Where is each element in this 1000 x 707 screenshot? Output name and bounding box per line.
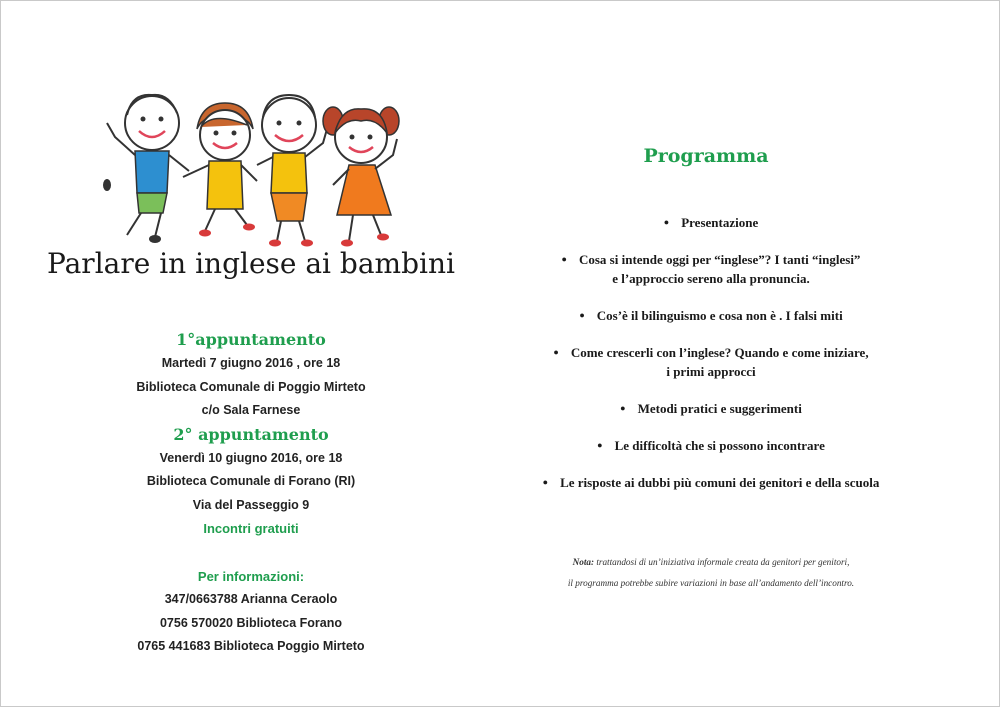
program-item-text: Cos’è il bilinguismo e cosa non è . I falsi miti [596,308,843,323]
program-item-line [501,269,921,288]
first-appointment-venue: c/o Sala Farnese [201,403,301,417]
program-item-text: Cosa si intende oggi per “inglese”? I tanti “inglesi” [578,252,861,267]
child-orange-pants [257,95,327,247]
second-appointment-date: Venerdì 10 giugno 2016, ore 18 [159,450,343,465]
contact-line: 0765 441683 Biblioteca Poggio Mirteto [137,639,365,653]
bullet-icon: ● [553,347,559,357]
first-appointment-place: Biblioteca Comunale di Poggio Mirteto [136,379,366,394]
bullet-icon: ● [620,403,626,413]
program-item-line [501,362,921,381]
child-yellow-shirt [183,103,257,237]
program-item [501,473,921,492]
program-item [501,436,921,455]
program-item-line [501,436,921,455]
bullet-icon: ● [597,440,603,450]
second-appointment-heading: 2° appuntamento [173,424,329,444]
second-appointment-address: Via del Passeggio 9 [192,497,310,512]
free-events-label: Incontri gratuiti [203,521,299,536]
program-item-line [501,473,921,492]
program-item [501,399,921,418]
program-list [501,213,921,492]
child-blue-shirt [103,95,189,243]
program-item-text: Le difficoltà che si possono incontrare [614,438,825,453]
contact-line: 347/0663788 Arianna Ceraolo [164,592,338,606]
program-title: Programma [643,145,769,167]
child-orange-dress [323,107,399,247]
bullet-icon: ● [542,477,549,487]
first-appointment-date: Martedì 7 giugno 2016 , ore 18 [161,356,341,370]
bullet-icon: ● [561,254,567,264]
main-title: Parlare in inglese ai bambini [47,247,455,280]
note-label: Nota: [572,557,595,567]
bullet-icon: ● [663,217,670,227]
first-appointment-heading: 1°appuntamento [176,330,326,349]
program-item-line [501,213,921,232]
program-item-line [501,306,921,325]
program-item-text: Le risposte ai dubbi più comuni dei genitori e della scuola [560,475,880,490]
info-heading: Per informazioni: [197,568,305,584]
appointments-block [41,328,461,659]
bullet-icon: ● [579,310,585,320]
program-item-text: e l’approccio sereno alla pronuncia. [612,271,810,286]
program-item-text: Metodi pratici e suggerimenti [637,401,802,416]
note-line-2: il programma potrebbe subire variazioni in base all’andamento dell’incontro. [567,578,855,588]
program-item [501,343,921,381]
program-item-text: Come crescerli con l’inglese? Quando e come iniziare, [570,345,869,360]
program-item-text: i primi approcci [666,364,756,379]
note-line-1: trattandosi di un’iniziativa informale creata da genitori per genitori, [594,557,850,567]
program-item [501,213,921,232]
program-item [501,306,921,325]
program-note [506,552,916,594]
contact-line: 0756 570020 Biblioteca Forano [159,615,343,630]
program-item [501,250,921,288]
second-appointment-place: Biblioteca Comunale di Forano (RI) [146,474,356,488]
program-item-line [501,250,921,269]
program-item-line [501,399,921,418]
children-illustration [97,85,407,249]
program-item-line [501,343,921,362]
program-item-text: Presentazione [681,215,759,230]
